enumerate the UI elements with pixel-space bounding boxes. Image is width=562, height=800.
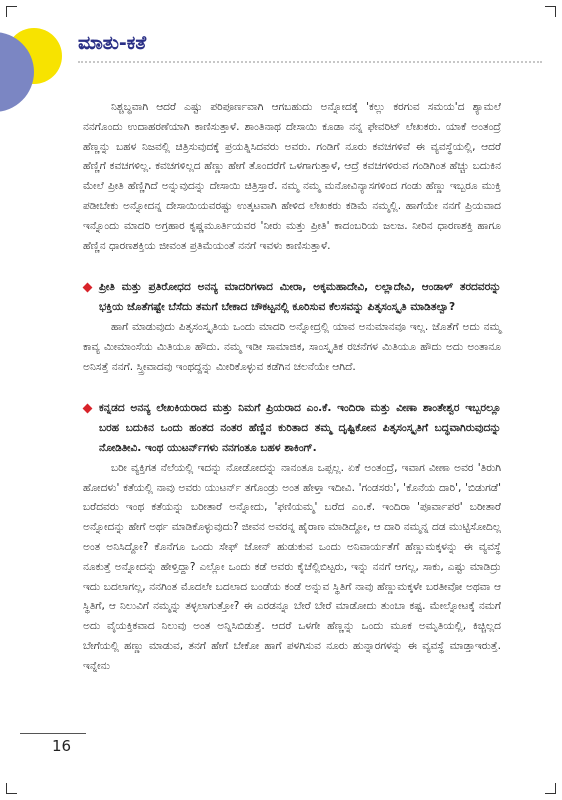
- crop-mark-top-right: [545, 6, 556, 17]
- red-diamond-icon: [83, 283, 93, 293]
- paragraph-1: ನಿಶ್ಚಬ್ಧವಾಗಿ ಆದರೆ ಎಷ್ಟು ಪರಿಪೂರ್ಣವಾಗಿ ಆಗಬಹುದು ಅನ್ನೋದಕ್ಕೆ 'ಕಲ್ಲು ಕರಗುವ ಸಮಯ'ದ ಶ್ಯಾಮಲೆ ನನಗೊಂದು ಉದಾಹರಣೆಯಾಗಿ ಕಾಣಿಸುತ್ತಾಳೆ. ಶಾಂತಿನಾಥ ದೇಸಾಯಿ ಕೂಡಾ ನನ್ನ ಫೇವರಿಟ್ ಲೇಖಕರು. ಯಾಕೆ ಅಂತಂದ್ರೆ ಹೆಣ್ಣನ್ನು ಬಹಳ ನಿಜವಲ್ಲಿ ಚಿತ್ರಿಸುವುದಕ್ಕೆ ಪ್ರಯತ್ನಿಸಿದವರು ಅವರು. ಗಂಡಿಗೆ ನೂರು ಕವಚಗಳಿವೆ ಈ ವ್ಯವಸ್ಥೆಯಲ್ಲಿ, ಆದರೆ ಹೆಣ್ಣಿಗೆ ಕವಚಗಳಿಲ್ಲ. ಕವಚಗಳಿಲ್ಲದ ಹೆಣ್ಣು ಹೇಗೆ ತೊಂದರೆಗೆ ಒಳಗಾಗುತ್ತಾಳೆ, ಆದ್ರೆ ಕವಚಗಳಿರುವ ಗಂಡಿಗಿಂತ ಹೆಚ್ಚು ಬದುಕಿನ ಮೇಲೆ ಪ್ರೀತಿ ಹೆಣ್ಣಿಗಿದೆ ಅನ್ನುವುದನ್ನು ದೇಸಾಯಿ ಚಿತ್ರಿಸ್ತಾರೆ. ನಮ್ಮ ನಮ್ಮ ಮನೋವಿನ್ಯಾಸಗಳಿಂದ ಗಂಡು ಹೆಣ್ಣು ಇಬ್ಬರೂ ಮುಕ್ತಿ ಪಡೀಬೇಕು ಅನ್ನೋದನ್ನ ದೇಸಾಯಿಯವರಷ್ಟು ಉತ್ಕಟವಾಗಿ ಹೇಳಿದ ಲೇಖಕರು ಕಡಿಮೆ ನಮ್ಮಲ್ಲಿ. ಹಾಗೆಯೇ ನನಗೆ ಪ್ರಿಯವಾದ ಇನ್ನೊಂದು ಮಾದರಿ ಅಗ್ರಹಾರ ಕೃಷ್ಣಮೂರ್ತಿಯವರ 'ನೀರು ಮತ್ತು ಪ್ರೀತಿ' ಕಾದಂಬರಿಯ ಜಲಜ. ನೀರಿನ ಧಾರಣಶಕ್ತಿ ಹಾಗೂ ಹೆಣ್ಣಿನ ಧಾರಣಶಕ್ತಿಯ ಜೀವಂತ ಪ್ರತಿಮೆಯಂತೆ ನನಗೆ ಇವಳು ಕಾಣಿಸುತ್ತಾಳೆ.: [83, 101, 501, 252]
- article-body: [83, 98, 501, 677]
- red-diamond-icon: [83, 404, 93, 414]
- header-decoration: [0, 22, 70, 112]
- crop-mark-bottom-left: [6, 783, 17, 794]
- paragraph-3: ಬರೀ ವ್ಯಕ್ತಿಗತ ನೆಲೆಯಲ್ಲಿ ಇದನ್ನು ನೋಡೋದನ್ನು ನಾನಂತೂ ಒಪ್ಪಲ್ಲ. ಏಕೆ ಅಂತಂದ್ರೆ, ಇವಾಗ ವೀಣಾ ಅವರ 'ತಿರುಗಿ ಹೋದಳು' ಕತೆಯಲ್ಲಿ ನಾವು ಅವರು ಯುಟರ್ನ್ ತಗೊಂಡ್ರು ಅಂತ ಹೇಳ್ತಾ ಇದೀವಿ. 'ಗಂಡಸರು', 'ಕೊನೆಯ ದಾರಿ', 'ಬಿಡುಗಡೆ' ಬರೆದವರು ಇಂಥ ಕತೆಯನ್ನು ಬರೀತಾರೆ ಅನ್ನೋದು, 'ಫಣಿಯಮ್ಮ' ಬರೆದ ಎಂ.ಕೆ. ಇಂದಿರಾ 'ಪೂರ್ವಾಪರ' ಬರೀತಾರೆ ಅನ್ನೋದನ್ನು ಹೇಗೆ ಅರ್ಥ ಮಾಡಿಕೊಳ್ಳುವುದು? ಜೀವನ ಅವರನ್ನ ಹೈರಾಣ ಮಾಡಿದ್ದೋ, ಆ ದಾರಿ ನಮ್ಮನ್ನ ದಡ ಮುಟ್ಟಿಸೋದಿಲ್ಲ ಅಂತ ಅನಿಸಿದ್ದೋ? ಕೊನೆಗೂ ಒಂದು ಸೇಫ್ ಜೋನ್ ಹುಡುಕುವ ಒಂದು ಅನಿವಾರ್ಯತೆಗೆ ಹೆಣ್ಣುಮಕ್ಕಳನ್ನು ಈ ವ್ಯವಸ್ಥೆ ನೂಕುತ್ತೆ ಅನ್ನೋದನ್ನು ಹೇಳ್ತಿದ್ದಾ? ಎಲ್ಲೋ ಒಂದು ಕಡೆ ಅವರು ಕೈಚೆಲ್ಲಿಬಿಟ್ಟರು, ಇನ್ನು ನನಗೆ ಆಗಲ್ಲ, ಸಾಕು, ಎಷ್ಟು ಮಾಡಿದ್ರು ಇದು ಬದಲಾಗಲ್ಲ, ನನಗಿಂತ ಮೊದಲೇ ಬದಲಾದ ಬಂಡೆಯ ಕಂಡೆ ಅನ್ನುವ ಸ್ಥಿತಿಗೆ ನಾವು ಹೆಣ್ಣುಮಕ್ಕಳೇ ಬರತೀವೋ ಅಥವಾ ಆ ಸ್ಥಿತಿಗೆ, ಆ ನಿಲುವಿಗೆ ನಮ್ಮನ್ನು ತಳ್ಳಲಾಗುತ್ತೋ? ಈ ಎರಡನ್ನೂ ಬೇರೆ ಬೇರೆ ಮಾಡೋದು ತುಂಬಾ ಕಷ್ಟ. ಮೇಲ್ನೋಟಕ್ಕೆ ನಮಗೆ ಅದು ವೈಯಕ್ತಿಕವಾದ ನಿಲುವು ಅಂತ ಅನ್ನಿಸಿಬಿಡುತ್ತೆ. ಆದರೆ ಒಳಗೇ ಹೆಣ್ಣನ್ನು ಒಂದು ಮೂಕ ಅಮೃತಿಯಲ್ಲಿ, ಕಿಚ್ಚಿಲ್ಲದ ಬೇಗೆಯಲ್ಲಿ ಹಣ್ಣು ಮಾಡುವ, ತನಗೆ ಹೇಗೆ ಬೇಕೋ ಹಾಗೆ ಪಳಗಿಸುವ ನೂರು ಹುನ್ನಾರಗಳನ್ನು ಈ ವ್ಯವಸ್ಥೆ ಮಾಡ್ತಾಇರುತ್ತೆ. ಇನ್ನೇನು: [83, 461, 501, 672]
- question-2-text: ಕನ್ನಡದ ಅನನ್ಯ ಲೇಖಕಿಯರಾದ ಮತ್ತು ನಿಮಗೆ ಪ್ರಿಯರಾದ ಎಂ.ಕೆ. ಇಂದಿರಾ ಮತ್ತು ವೀಣಾ ಶಾಂತೇಶ್ವರ ಇಬ್ಬರಲ್ಲೂ ಬರಹ ಬದುಕಿನ ಒಂದು ಹಂತದ ನಂತರ ಹೆಣ್ಣಿನ ಕುರಿತಾದ ತಮ್ಮ ದೃಷ್ಟಿಕೋನ ಪಿತೃಸಂಸ್ಕೃತಿಗೆ ಬದ್ಧವಾಗಿರುವುದನ್ನು ನೋಡಿತೀವಿ. ಇಂಥ ಯುಟರ್ನ್‌ಗಳು ನನಗಂತೂ ಬಹಳ ಶಾಕಿಂಗ್.: [99, 402, 501, 454]
- crop-mark-bottom-right: [545, 783, 556, 794]
- crop-mark-top-left: [6, 6, 17, 17]
- paragraph-2: ಹಾಗೆ ಮಾಡುವುದು ಪಿತೃಸಂಸ್ಕೃತಿಯ ಒಂದು ಮಾದರಿ ಅನ್ನೋದ್ರಲ್ಲಿ ಯಾವ ಅನುಮಾನವೂ ಇಲ್ಲ. ಜೊತೆಗೆ ಅದು ನಮ್ಮ ಕಾವ್ಯ ಮೀಮಾಂಸೆಯ ಮಿತಿಯೂ ಹೌದು. ನಮ್ಮ ಇಡೀ ಸಾಮಾಜಿಕ, ಸಾಂಸ್ಕೃತಿಕ ರಚನೆಗಳ ಮಿತಿಯೂ ಹೌದು ಅದು ಅಂತಾನೂ ಅನಿಸತ್ತೆ ನನಗೆ. ಸ್ತ್ರೀವಾದವು ಇಂಥದ್ದನ್ನು ಮೀರಿಕೊಳ್ಳುವ ಕಡೆಗಿನ ಚಲನೆಯೇ ಆಗಿದೆ.: [83, 320, 501, 373]
- question-2: [83, 399, 501, 458]
- question-1-text: ಪ್ರೀತಿ ಮತ್ತು ಪ್ರತಿರೋಧದ ಅನನ್ಯ ಮಾದರಿಗಳಾದ ಮೀರಾ, ಅಕ್ಕಮಹಾದೇವಿ, ಲಲ್ಲಾದೇವಿ, ಆಂಡಾಳ್ ತರದವರನ್ನು ಭಕ್ತಿಯ ಜೊತೆಗಷ್ಟೇ ಬೆಸೆದು ತಮಗೆ ಬೇಕಾದ ಚೌಕಟ್ಟನಲ್ಲಿ ಕೂರಿಸುವ ಕೆಲಸವನ್ನು ಪಿತೃಸಂಸ್ಕೃತಿ ಮಾಡಿತಲ್ವಾ?: [99, 281, 501, 314]
- page-header-title: ಮಾತು-ಕತೆ: [78, 32, 147, 54]
- header-divider: [78, 61, 542, 63]
- question-1: [83, 278, 501, 318]
- page-number: 16: [52, 737, 72, 755]
- footer-divider: [20, 733, 86, 734]
